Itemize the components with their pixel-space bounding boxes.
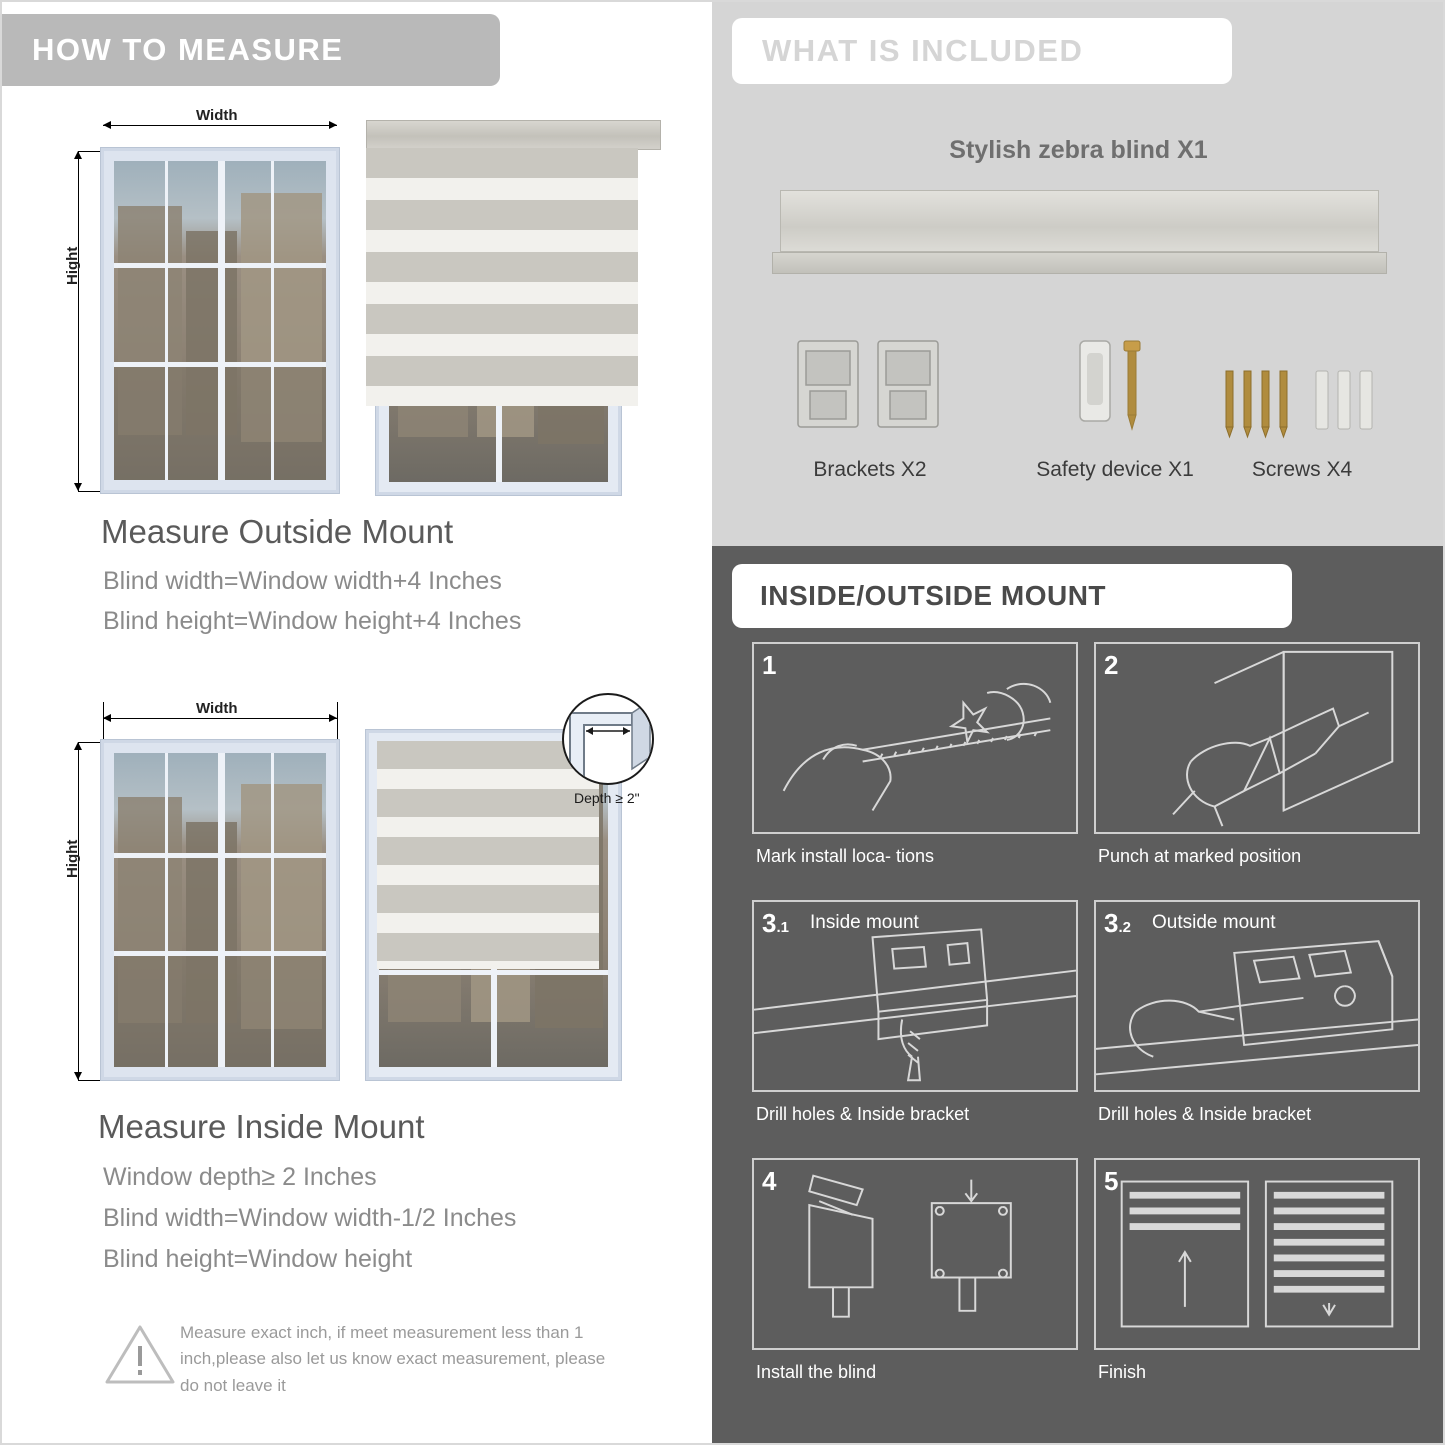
what-is-included-banner: WHAT IS INCLUDED: [732, 18, 1232, 84]
how-to-measure-banner: HOW TO MEASURE: [0, 14, 500, 86]
safety-device-icon: [1052, 333, 1172, 443]
inside-outside-mount-panel: [712, 546, 1445, 1445]
hand-tape-measure-icon: [754, 644, 1076, 832]
inside-mount-diagram: [0, 690, 712, 1090]
step-3-1: [752, 900, 1078, 1092]
inside-mount-title: Measure Inside Mount: [98, 1108, 425, 1145]
step-4-number: 4: [762, 1166, 777, 1196]
step-3-1-inline-label: Inside mount: [810, 912, 919, 933]
finished-blinds-icon: [1096, 1160, 1418, 1348]
outside-height-label: Hight: [64, 246, 81, 285]
left-column: [0, 0, 712, 1445]
width-arrow: [103, 125, 337, 126]
screws-icon: [1212, 333, 1392, 443]
depth-callout-circle: [562, 693, 654, 785]
width-arrow-inside: [103, 718, 337, 719]
inside-mount-line3: Blind height=Window height: [103, 1245, 413, 1273]
width-tick-right-inside: [337, 702, 338, 740]
step-2: [1094, 642, 1420, 834]
warning-triangle-icon: [104, 1322, 176, 1386]
window-glass: [114, 161, 326, 480]
inside-mount-line2: Blind width=Window width-1/2 Inches: [103, 1204, 517, 1232]
depth-label: Depth ≥ 2": [574, 790, 640, 806]
outside-mount-blind: [366, 120, 661, 495]
outside-mount-line1: Blind width=Window width+4 Inches: [103, 567, 502, 595]
step-3-2-inline-label: Outside mount: [1152, 912, 1276, 933]
step-4-caption: Install the blind: [756, 1362, 877, 1382]
safety-device-label: Safety device X1: [1036, 458, 1194, 481]
measure-warning-note: Measure exact inch, if meet measurement less than 1 inch,please also let us know exact measurement, please do not leave it: [180, 1323, 606, 1395]
drill-icon: [1096, 644, 1418, 832]
outside-width-label: Width: [196, 107, 238, 124]
product-title: Stylish zebra blind X1: [949, 136, 1208, 164]
step-3-2: [1094, 900, 1420, 1092]
window-frame-inside: [101, 740, 339, 1080]
outside-mount-diagram: [0, 95, 712, 515]
step-4: [752, 1158, 1078, 1350]
step-5-number: 5: [1104, 1166, 1119, 1196]
window-frame-outside: [101, 148, 339, 493]
install-blind-icon: [754, 1160, 1076, 1348]
step-5-caption: Finish: [1098, 1362, 1147, 1382]
height-arrow: [78, 151, 79, 491]
inside-height-label: Hight: [64, 839, 81, 878]
zebra-blind-product: [772, 190, 1387, 290]
what-is-included-panel: [712, 0, 1445, 546]
step-1-number: 1: [762, 650, 777, 680]
inside-mount-line1: Window depth≥ 2 Inches: [103, 1163, 377, 1191]
inside-outside-mount-banner: INSIDE/OUTSIDE MOUNT: [732, 564, 1292, 628]
brackets-icon: [790, 333, 950, 443]
step-3-2-number: 3.2: [1104, 908, 1131, 938]
step-3-1-number: 3.1: [762, 908, 789, 938]
inside-mount-blind: [366, 730, 621, 1080]
brackets-label: Brackets X2: [813, 458, 927, 481]
window-glass-inside: [114, 753, 326, 1067]
screws-label: Screws X4: [1251, 458, 1353, 481]
step-3-1-caption: Drill holes & Inside bracket: [756, 1104, 970, 1124]
step-5: [1094, 1158, 1420, 1350]
outside-mount-title: Measure Outside Mount: [101, 513, 454, 550]
right-column: [712, 0, 1445, 1445]
step-2-caption: Punch at marked position: [1098, 846, 1302, 866]
outside-mount-line2: Blind height=Window height+4 Inches: [103, 607, 522, 635]
inside-width-label: Width: [196, 700, 238, 717]
step-1: [752, 642, 1078, 834]
step-2-number: 2: [1104, 650, 1119, 680]
zebra-fabric-outside: [366, 148, 638, 406]
window-frame-behind-inside: [366, 730, 621, 1080]
step-1-caption: Mark install loca- tions: [756, 846, 935, 866]
step-3-2-caption: Drill holes & Inside bracket: [1098, 1104, 1312, 1124]
height-arrow-inside: [78, 742, 79, 1080]
zebra-fabric-inside: [377, 741, 599, 969]
